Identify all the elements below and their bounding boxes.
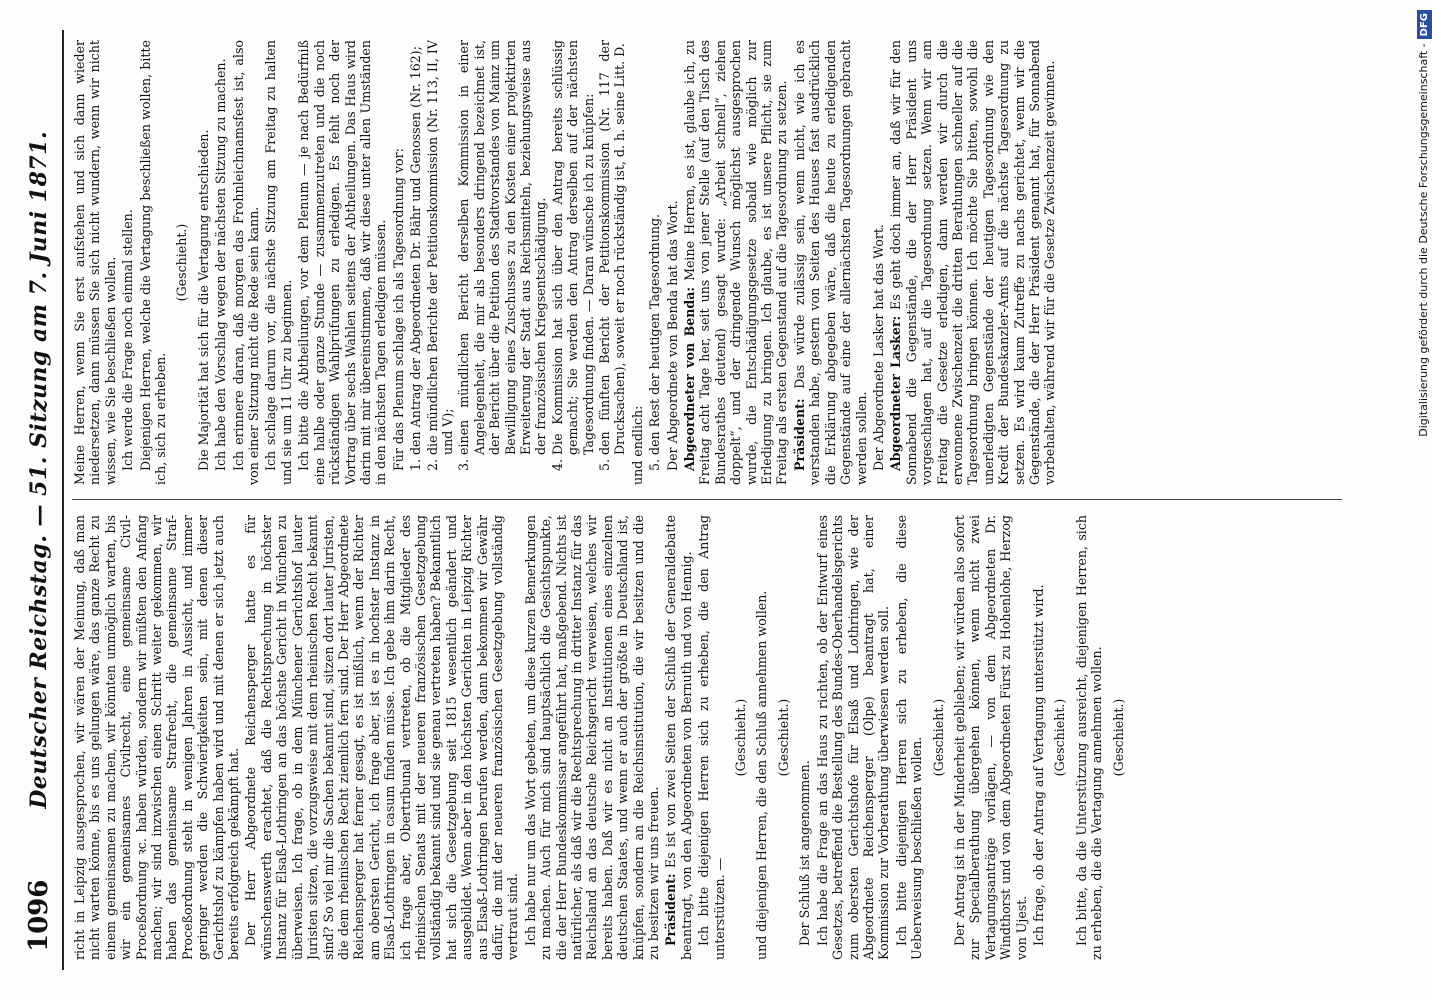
speech-text: Das würde zulässig sein, wenn nicht, wie ich es verstanden habe, gestern von Seiten des Hauses fast ausdrücklich die Erklärung abgegeben wäre, daß die heute zu erledigenden Gegenstände auf eine der allernächsten Tagesordnungen gebracht werden sollen. — [791, 40, 869, 485]
header-rule — [62, 30, 64, 970]
agenda-item: 3. einen mündlichen Bericht derselben Kommission in einer Angelegenheit, die mir als besonders dringend bezeichnet ist, der Bericht über die Petition des Stadtvorstandes von Mainz um Bewilligung eines Zuschusses zu den Kosten einer projektirten Erweiterung der Stadt aus Reichsmitteln, beziehungsweise aus der französischen Kriegsentschädigung. — [456, 40, 548, 455]
agenda-list — [408, 40, 628, 485]
paragraph: Ich schlage darum vor, die nächste Sitzung am Freitag zu halten und sie um 11 Uhr zu beginnen. — [263, 40, 294, 485]
agenda-item: 1. den Antrag der Abgeordneten Dr. Bähr und Genossen (Nr. 162); — [408, 40, 423, 455]
paragraph — [888, 40, 1057, 485]
agenda-item: 5. den fünften Bericht der Petitionskommission (Nr. 117 der Drucksachen), soweit er noch rückständig ist, d. h. seine Litt. D. — [597, 40, 628, 455]
speaker-name: Präsident: — [791, 398, 807, 471]
paragraph: Diejenigen Herren, welche die Vertagung beschließen wollen, bitte ich, sich zu erheben. — [137, 40, 169, 485]
speech-text: Meine Herren, es ist, glaube ich, zu Freitag acht Tage her, seit uns von jener Stelle (auf den Tisch des Bundesrathes deutend) gesagt wurde: „Arbeit schnell“, ziehen doppelt“, und der dringende Wunsch möglichst ausgesprochen wurde, die Entschädigungsgesetze sobald wie möglich zur Erledigung zu bringen. Ich glaube, es ist unsere Pflicht, sie zum Freitag als ersten Gegenstand auf die Tagesordnung zu setzen. — [682, 40, 790, 485]
page-header — [20, 0, 58, 1000]
agenda-item: 2. die mündlichen Berichte der Petitionskommission (Nr. 113, II, IV und V); — [425, 40, 456, 455]
paragraph: Ich bitte die Abtheilungen, vor dem Plenum — je nach Bedürfniß eine halbe oder ganze Stunde — zusammenzutreten und die noch rückständigen Wahlprüfungen zu erledigen. Es fehlt noch der Vortrag über sechs Wahlen seitens der Abtheilungen. Das Haus wird darin mit mir übereinstimmen, daß wir diese unter allen Umständen in den nächsten Tagen erledigen müssen. — [296, 40, 389, 485]
paragraph: Der Herr Abgeordnete Reichensperger hatte es für wünschenswerth erachtet, daß die Rechtsprechung in höchster Instanz für Elsaß-Lothringen an das höchste Gericht in München zu überweisen. Ich frage, ob in dem Münchener Gerichtshof lauter Juristen sitzen, die vorzugsweise mit dem rheinischen Recht bekannt sind? So viel mir die Sachen bekannt sind, sitzen dort lauter Juristen, die dem rheinischen Recht ziemlich fern sind. Der Herr Abgeordnete Reichensperger hat ferner gesagt, es ist mißlich, wenn der Richter am obersten Gericht, ich frage aber, ist es in hochster Instanz in Elsaß-Lothringen in casum finden müsse. Ich gebe ihm darin Recht, ich frage aber, Obertribunal vertreten, ob die Mitglieder des rheinischen Senats mit der neueren französischen Gesetzgebung vollständig bekannt sind und sie genau vertreten haben? Bekanntlich hat sich die Gesetzgebung seit 1815 wesentlich geändert und ausgebildet. Wenn aber in den höchsten Gerichten in Leipzig Richter aus Elsaß-Lothringen berufen werden, dann bekommen wir Gewähr dafür, die mit der neueren französischen Gesetzgebung vollständig vertraut sind. — [243, 515, 521, 960]
left-column — [72, 515, 1342, 960]
paragraph — [663, 515, 694, 960]
paragraph: Ich habe nur um das Wort gebeten, um diese kurzen Bemerkungen zu machen. Auch für mich sind hauptsächlich die Gesichtspunkte, die der Herr Bundeskommissar angeführt hat, maßgebend. Nichts ist natürlicher, als daß wir die Rechtsprechung in dritter Instanz für das Reichsland an das deutsche Reichsgericht verweisen, welches wir bereits haben. Daß wir es nicht an Institutionen eines einzelnen deutschen Staates, und wenn er auch der größte in Deutschland ist, knüpfen, sondern an die Reichsinstitution, die wir besitzen und die zu besitzen wir uns freuen. — [522, 515, 662, 960]
stage-direction: (Geschieht.) — [174, 223, 190, 302]
paragraph: richt in Leipzig ausgesprochen, wir wären der Meinung, daß man nicht warten könne, bis es uns gelungen wäre, das ganze Recht zu einem gemeinsamen zu machen, wir könnten unmöglich warten, bis wir ein gemeinsames Civilrecht, eine gemeinsame Civil-Proceßordnung ꝛc. haben würden, sondern wir müßten den Anfang machen; wir sind inzwischen einen Schritt weiter gekommen, wir haben das gemeinsame Strafrecht, die gemeinsame Straf-Proceßordnung steht in wenigen Jahren in Aussicht, und immer geringer werden die Schwierigkeiten sein, mit denen dieser Gerichtshof zu kämpfen haben wird und mit denen er sich jetzt auch bereits erfolgreich gekämpft hat. — [72, 515, 242, 960]
paragraph: Ich werde die Frage noch einmal stellen. — [120, 209, 136, 471]
paragraph: Ich habe die Frage an das Haus zu richten, ob der Entwurf eines Gesetzes, betreffend die Bestellung des Bundes-Oberhandelsgerichts zum obersten Gerichtshofe für Elsaß und Lothringen, wie der Abgeordnete Reichensperger (Olpe) beantragt hat, einer Kommission zur Vorberathung überwiesen werden soll. — [814, 515, 892, 960]
paragraph: und diejenigen Herren, die den Schluß annehmen wollen. — [754, 590, 770, 960]
paragraph: 5. den Rest der heutigen Tagesordnung. — [647, 213, 663, 471]
paragraph: Ich erinnere daran, daß morgen das Frohnleichnamsfest ist, also von einer Sitzung nicht die Rede sein kann. — [230, 40, 262, 485]
paragraph: Ich frage, ob der Antrag auf Vertagung unterstützt wird. — [1030, 584, 1046, 946]
paragraph: Ich habe den Vorschlag wegen der nächsten Sitzung zu machen. — [213, 58, 229, 471]
digitization-note — [1416, 0, 1432, 1000]
paragraph: Der Antrag ist in der Minderheit geblieben; wir würden also sofort zur Specialberathung übergehen können, wenn nicht zwei Vertagungsanträge vorlägen, — von dem Abgeordneten Dr. Windthorst und von dem Abgeordneten Fürst zu Hohenlohe, Herzog von Ujest. — [951, 515, 1029, 960]
stage-direction: (Geschieht.) — [1110, 698, 1126, 777]
speech-text: Es ist von zwei Seiten der Schluß der Generaldebatte beantragt, von den Abgeordneten von Bernuth und von Hennig. — [663, 515, 694, 960]
column-divider — [72, 499, 1342, 500]
paragraph: Ich bitte diejenigen Herren sich zu erheben, die diese Ueberweisung beschließen wollen. — [893, 515, 925, 960]
agenda-item: 4. Die Kommission hat sich über den Antrag bereits schlüssig gemacht; Sie werden den Antrag derselben auf der nächsten Tagesordnung finden. — Daran wünsche ich zu knüpfen: — [550, 40, 596, 455]
stage-direction: (Geschieht.) — [733, 698, 749, 777]
speaker-name: Abgeordneter von Benda: — [682, 286, 698, 471]
digitization-note-text: Digitalisierung gefördert durch die Deutsche Forschungsgemeinschaft - — [1417, 43, 1430, 437]
paragraph: Für das Plenum schlage ich als Tagesordnung vor: — [390, 148, 406, 471]
page-number: 1096 — [24, 879, 54, 952]
paragraph: Meine Herren, wenn Sie erst aufstehen und sich dann wieder niedersetzen, dann müssen Sie sich nicht wundern, wenn wir nicht wissen, wie Sie beschließen wollen. — [72, 40, 118, 485]
paragraph: Der Abgeordnete Lasker hat das Wort. — [870, 224, 886, 471]
paragraph: Ich bitte, da die Unterstützung ausreicht, diejenigen Herren, sich zu erheben, die die Vertagung annehmen wollen. — [1073, 515, 1105, 960]
paragraph: Der Abgeordnete von Benda hat das Wort. — [664, 200, 680, 471]
speaker-name: Abgeordneter Lasker: — [888, 315, 904, 471]
paragraph — [682, 40, 790, 485]
dfg-logo: DFG — [1417, 10, 1432, 39]
paragraph: Die Majorität hat sich für die Vertagung entschieden. — [195, 129, 211, 471]
stage-direction: (Geschieht.) — [930, 698, 946, 777]
speech-text: Es geht doch immer an, daß wir für den Sonnabend die Gegenstände, die der Herr Präsident uns vorgeschlagen hat, auf die Tagesordnung setzen. Wenn wir am Freitag die Gesetze erledigen, dann werden wir durch die erwonnene Zwischenzeit die dritten Berathungen schneller auf die Tagesordnung bringen können. Ich möchte Sie bitten, sowohl die unerledigten Gegenstände der heutigen Tagesordnung wie den Kredit der Bundeskanzler-Amts auf die nächste Tagesordnung zu setzen. Es wird kaum Zutreffe zu nachs gerichtet, wenn wir die Gegenstände, die der Herr Präsident genannt hat, für Sonnabend vorbehalten, während wir für die Gesetze Zwischenzeit gewinnen. — [888, 40, 1058, 485]
right-column — [72, 40, 1342, 485]
stage-direction: (Geschieht.) — [1052, 698, 1068, 777]
paragraph: Ich bitte diejenigen Herren sich zu erheben, die den Antrag unterstützen. — — [696, 515, 727, 960]
speaker-name: Präsident: — [663, 873, 679, 946]
paragraph — [792, 40, 869, 485]
page-title: Deutscher Reichstag. — 51. Sitzung am 7. Juni 1871. — [26, 130, 52, 809]
paragraph: und endlich: — [629, 405, 645, 485]
stage-direction: (Geschieht.) — [775, 698, 791, 777]
paragraph: Der Schluß ist angenommen. — [797, 760, 813, 946]
